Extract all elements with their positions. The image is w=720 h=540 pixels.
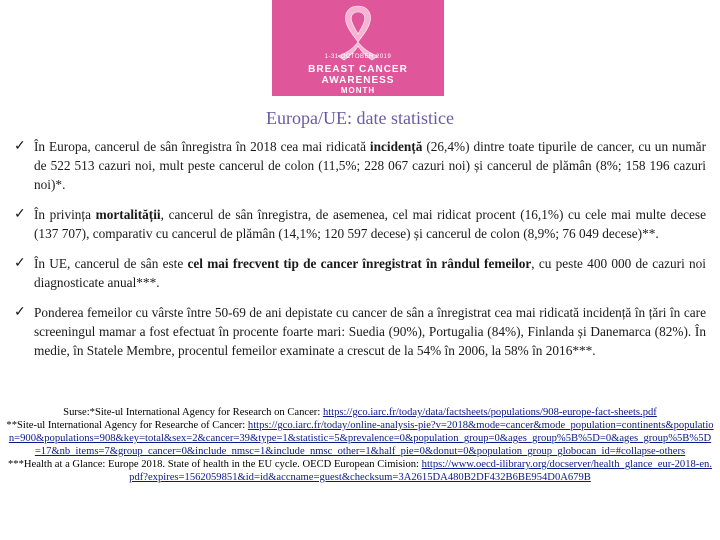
bullet-text: , cu peste 400 000 de cazuri noi diagnosticate anual***. — [34, 256, 707, 290]
bullet-bold: cel mai frecvent tip de cancer înregistrat în rândul femeilor — [187, 256, 532, 271]
bullet-text: Ponderea femeilor cu vârste între 50-69 de ani depistate cu cancer de sân a înregistrat cea mai ridicată incidență în țări în care screeningul mamar a fost efectuat în procente foarte mari: Suedia (90%), Portugalia (84%), Finlanda și Danemarca (82%). În medie, în Statele Membre, procentul femeilor examinate a crescut de la 54% în 2006, la 58% în 2016***. — [34, 305, 706, 358]
page-title: Europa/UE: date statistice — [266, 108, 454, 128]
breast-cancer-awareness-logo — [272, 0, 444, 96]
bullet-bold: incidență — [369, 139, 423, 154]
bullet-bold: mortalității — [95, 207, 161, 222]
logo-date: 1-31 OCTOBER 2019 — [324, 54, 392, 60]
check-icon: ✓ — [14, 305, 26, 320]
bullet-text: În Europa, cancerul de sân înregistra în 2018 cea mai ridicată — [34, 139, 370, 154]
source-2-label: **Site-ul International Agency for Researche of Cancer: — [6, 420, 248, 431]
list-item — [14, 303, 706, 360]
logo-line-1: BREAST CANCER — [308, 64, 408, 75]
check-icon: ✓ — [14, 139, 26, 154]
logo-line-2: AWARENESS — [321, 75, 395, 86]
source-3-link[interactable]: https://www.oecd-ilibrary.org/docserver/health_glance_eur-2018-en.pdf?expires=1562059851&id=id&accname=guest&checksum=3A2615DA480B2DF432B6BE954D0A679B — [129, 459, 712, 483]
source-1-label: Surse:*Site-ul International Agency for Research on Cancer: — [63, 407, 323, 418]
bullet-text: , cancerul de sân înregistra, de asemenea, cel mai ridicat procent (16,1%) cu cele mai multe decese (137 707), comparativ cu cancerul de plămân (14,1%; 120 597 decese) și cancerul de colon (8,9%; 76 049 decese)**. — [34, 207, 706, 241]
list-item — [14, 205, 706, 243]
source-1-link[interactable]: https://gco.iarc.fr/today/data/factsheets/populations/908-europe-fact-sheets.pdf — [322, 407, 657, 418]
source-3-label: ***Health at a Glance: Europe 2018. State of health in the EU cycle. OECD European Cimision: — [8, 459, 422, 470]
list-item — [14, 137, 706, 194]
sources — [6, 406, 714, 484]
source-2-link[interactable]: https://gco.iarc.fr/today/online-analysis-pie?v=2018&mode=cancer&mode_population=continents&population=900&populations=908&key=total&sex=2&cancer=39&type=1&statistic=5&prevalence=0&population_group=0&ages_group%5B%5D=0&ages_group%5B%5D=17&nb_items=7&group_cancer=0&include_nmsc=1&include_nmsc_other=1&half_pie=0&donut=0&population_group_globocan_id=#collapse-others — [8, 420, 714, 457]
check-icon: ✓ — [14, 256, 26, 271]
bullet-text: (26,4%) dintre toate tipurile de cancer, cu un număr de 522 513 cazuri noi, mult peste cancerul de colon (11,5%; 228 067 cazuri noi) și cancerul de plămân (8%; 158 196 cazuri noi)*. — [34, 139, 706, 192]
list-item — [14, 254, 706, 292]
logo-line-3: MONTH — [340, 86, 376, 95]
bullet-text: În UE, cancerul de sân este — [34, 256, 188, 271]
bullet-text: În privința — [34, 207, 96, 222]
statistics-list — [14, 137, 706, 371]
check-icon: ✓ — [14, 207, 26, 222]
